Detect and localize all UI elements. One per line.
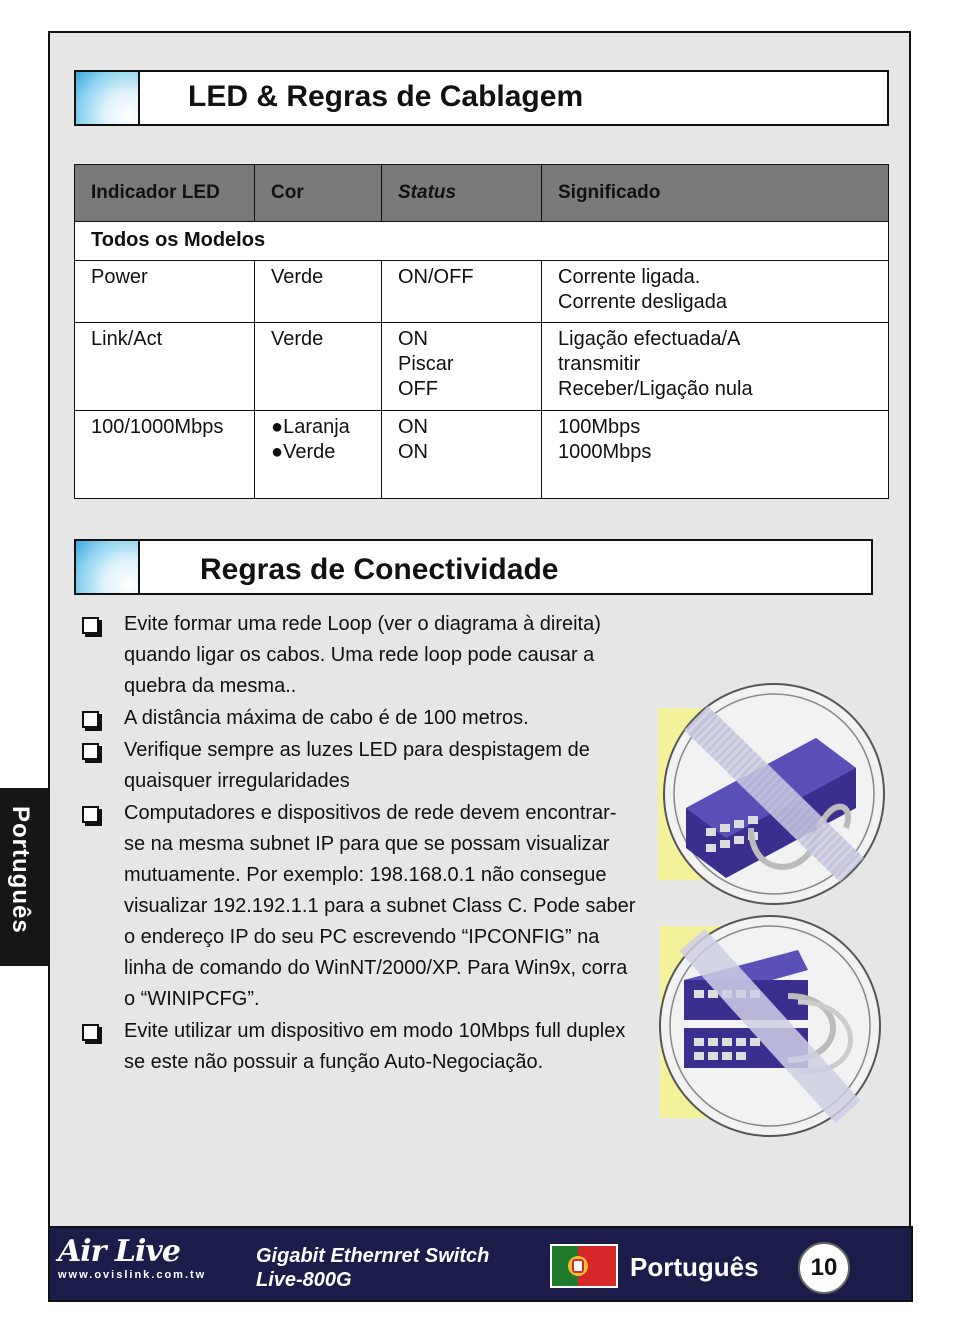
cell-line: Piscar	[398, 353, 454, 375]
list-item	[76, 798, 636, 1015]
cell-led: Power	[75, 261, 255, 323]
list-item	[76, 735, 636, 797]
cell-led: Link/Act	[75, 323, 255, 411]
cell-color	[255, 411, 382, 499]
page-panel	[48, 31, 911, 1228]
cell-line: Receber/Ligação nula	[558, 378, 753, 400]
cell-line: transmitir	[558, 353, 641, 375]
side-tab-label: Português	[7, 806, 34, 934]
rule-text: Computadores e dispositivos de rede devem encontrar-se na mesma subnet IP para que se possam visualizar mutuamente. Por exemplo: 198.168.0.1 não consegue visualizar 192.192.1.1 para a subnet Class C. Pode saber o endereço IP do seu PC escrevendo “IPCONFIG” na linha de comando do WinNT/2000/XP. Para Win9x, corra o “WINIPCFG”.	[124, 802, 636, 1010]
rules-list	[76, 609, 636, 1079]
cell-meaning	[542, 323, 889, 411]
table-header-row	[75, 165, 889, 222]
checkbox-bullet-icon	[82, 617, 99, 634]
cell-line: OFF	[398, 378, 438, 400]
section-title-connectivity: Regras de Conectividade	[200, 553, 559, 586]
list-item	[76, 609, 636, 702]
checkbox-bullet-icon	[82, 1024, 99, 1041]
product-line: Gigabit Ethernret Switch	[256, 1245, 490, 1267]
cell-line: ON/OFF	[398, 266, 474, 288]
cell-color	[255, 323, 382, 411]
table-row	[75, 411, 889, 499]
cell-meaning	[542, 261, 889, 323]
section-swatch	[76, 541, 140, 593]
header-led: Indicador LED	[75, 165, 255, 222]
section-header-led	[74, 70, 889, 126]
language-side-tab	[0, 788, 50, 966]
cell-status	[382, 261, 542, 323]
page-number-badge: 10	[798, 1242, 850, 1294]
rule-text: Evite utilizar um dispositivo em modo 10Mbps full duplex se este não possuir a função Auto-Negociação.	[124, 1020, 626, 1073]
cell-led: 100/1000Mbps	[75, 411, 255, 499]
table-group-row	[75, 222, 889, 261]
cell-line: Corrente ligada.	[558, 266, 701, 288]
header-meaning: Significado	[542, 165, 889, 222]
group-label: Todos os Modelos	[75, 222, 889, 261]
rule-text: A distância máxima de cabo é de 100 metros.	[124, 707, 529, 729]
rule-text: Verifique sempre as luzes LED para despistagem de quaisquer irregularidades	[124, 739, 590, 792]
cell-line: ON	[398, 441, 428, 463]
footer-language: Português	[630, 1252, 759, 1282]
section-header-connectivity	[74, 539, 873, 595]
portugal-flag-icon	[550, 1244, 618, 1288]
cell-meaning	[542, 411, 889, 499]
rule-text: Evite formar uma rede Loop (ver o diagrama à direita) quando ligar os cabos. Uma rede loop pode causar a quebra da mesma..	[124, 613, 601, 697]
cell-status	[382, 411, 542, 499]
cell-line: ●Laranja	[271, 416, 350, 438]
cell-line: Verde	[271, 266, 324, 288]
table-row	[75, 261, 889, 323]
footer-bar	[48, 1226, 913, 1302]
cell-color	[255, 261, 382, 323]
cell-line: 100Mbps	[558, 416, 641, 438]
cell-line: Verde	[271, 328, 324, 350]
header-status: Status	[382, 165, 542, 222]
led-table	[74, 164, 889, 499]
section-swatch	[76, 72, 140, 124]
table-row	[75, 323, 889, 411]
cell-line: 1000Mbps	[558, 441, 652, 463]
no-loop-stacked-switch-illustration	[648, 910, 886, 1142]
checkbox-bullet-icon	[82, 806, 99, 823]
section-title-led: LED & Regras de Cablagem	[188, 80, 584, 113]
logo-brand: Air Live	[58, 1234, 180, 1269]
cell-line: Ligação efectuada/A	[558, 328, 741, 350]
airlive-logo	[58, 1234, 206, 1281]
list-item	[76, 1016, 636, 1078]
cell-line: ON	[398, 328, 428, 350]
logo-url: www.ovislink.com.tw	[58, 1269, 207, 1281]
product-info	[256, 1244, 489, 1292]
checkbox-bullet-icon	[82, 711, 99, 728]
cell-line: ●Verde	[271, 441, 336, 463]
cell-line: Corrente desligada	[558, 291, 727, 313]
list-item	[76, 703, 636, 734]
cell-status	[382, 323, 542, 411]
no-loop-switch-illustration	[656, 678, 888, 910]
product-model: Live-800G	[256, 1269, 352, 1291]
checkbox-bullet-icon	[82, 743, 99, 760]
cell-line: ON	[398, 416, 428, 438]
header-color: Cor	[255, 165, 382, 222]
